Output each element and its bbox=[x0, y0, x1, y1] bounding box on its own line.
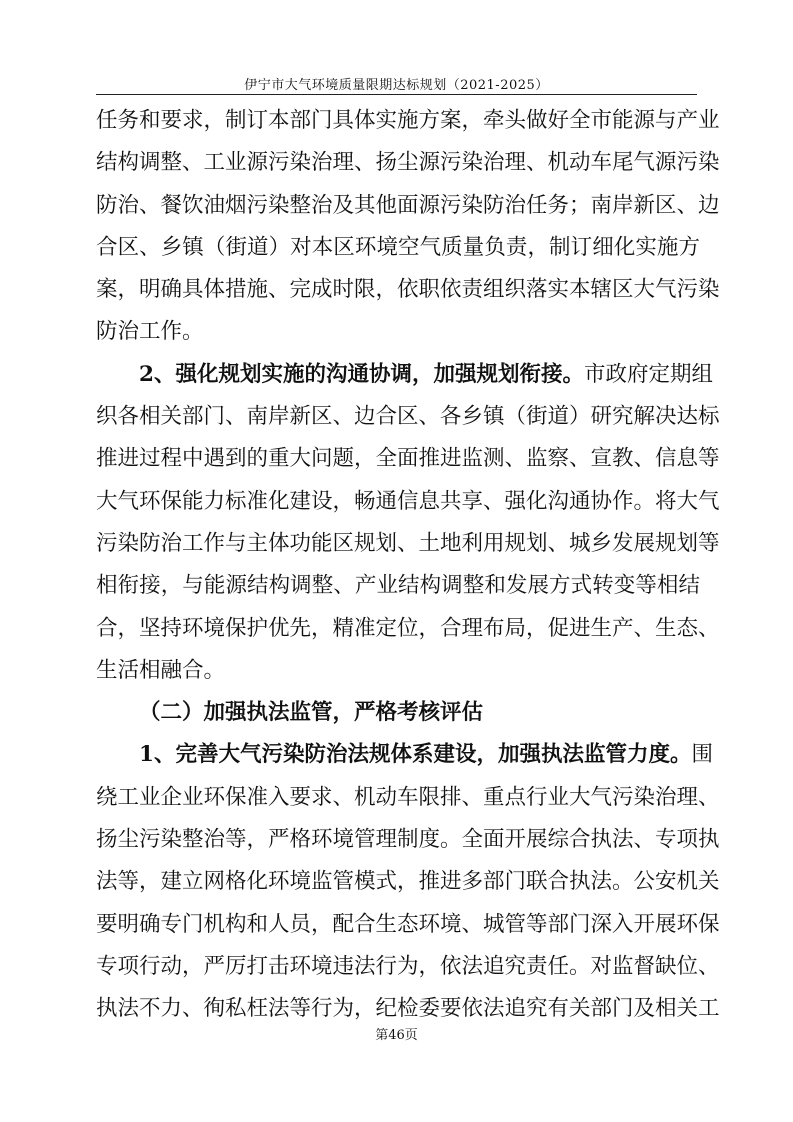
text-line: 防治工作。 bbox=[96, 319, 204, 345]
text-line: 防治、餐饮油烟污染整治及其他面源污染防治任务；南岸新区、边 bbox=[96, 192, 720, 218]
text-line: 专项行动，严厉打击环境违法行为，依法追究责任。对监督缺位、 bbox=[96, 953, 720, 979]
text-line: 合，坚持环境保护优先，精准定位，合理布局，促进生产、生态、 bbox=[96, 615, 720, 641]
bold-lead-phrase: 2、强化规划实施的沟通协调，加强规划衔接。 bbox=[139, 361, 584, 387]
text-line: 执法不力、徇私枉法等行为，纪检委要依法追究有关部门及相关工 bbox=[96, 996, 720, 1022]
text-line: 案，明确具体措施、完成时限，依职依责组织落实本辖区大气污染 bbox=[96, 277, 720, 303]
page-number: 第46页 bbox=[375, 1028, 418, 1043]
text-line: 合区、乡镇（街道）对本区环境空气质量负责，制订细化实施方 bbox=[96, 234, 700, 260]
text-line: 织各相关部门、南岸新区、边合区、各乡镇（街道）研究解决达标 bbox=[96, 404, 720, 430]
text-line: 任务和要求，制订本部门具体实施方案，牵头做好全市能源与产业 bbox=[96, 108, 720, 133]
text-line: 相衔接，与能源结构调整、产业结构调整和发展方式转变等相结 bbox=[96, 573, 700, 599]
text-line: 法等，建立网格化环境监管模式，推进多部门联合执法。公安机关 bbox=[96, 869, 720, 895]
text-line: 要明确专门机构和人员，配合生态环境、城管等部门深入开展环保 bbox=[96, 911, 720, 937]
text-line: 大气环保能力标准化建设，畅通信息共享、强化沟通协作。将大气 bbox=[96, 488, 720, 514]
lead-continuation: 市政府定期组 bbox=[583, 361, 713, 387]
text-line: 绕工业企业环保准入要求、机动车限排、重点行业大气污染治理、 bbox=[96, 784, 720, 810]
paragraph-lead-line bbox=[96, 354, 713, 396]
text-line: 推进过程中遇到的重大问题，全面推进监测、监察、宣教、信息等 bbox=[96, 446, 720, 472]
section-heading: （二）加强执法监管，严格考核评估 bbox=[139, 700, 484, 726]
paragraph-lead-line bbox=[96, 734, 713, 776]
text-line: 生活相融合。 bbox=[96, 657, 226, 683]
text-line: 结构调整、工业源污染治理、扬尘源污染治理、机动车尾气源污染 bbox=[96, 150, 720, 176]
text-line: 污染防治工作与主体功能区规划、土地利用规划、城乡发展规划等 bbox=[96, 530, 720, 556]
text-line: 扬尘污染整治等，严格环境管理制度。全面开展综合执法、专项执 bbox=[96, 827, 720, 853]
header-rule bbox=[96, 94, 697, 95]
running-header: 伊宁市大气环境质量限期达标规划（2021-2025） bbox=[244, 78, 549, 93]
bold-lead-phrase: 1、完善大气污染防治法规体系建设，加强执法监管力度。 bbox=[139, 742, 692, 768]
body-text bbox=[96, 100, 720, 1031]
lead-continuation: 围 bbox=[691, 742, 713, 768]
